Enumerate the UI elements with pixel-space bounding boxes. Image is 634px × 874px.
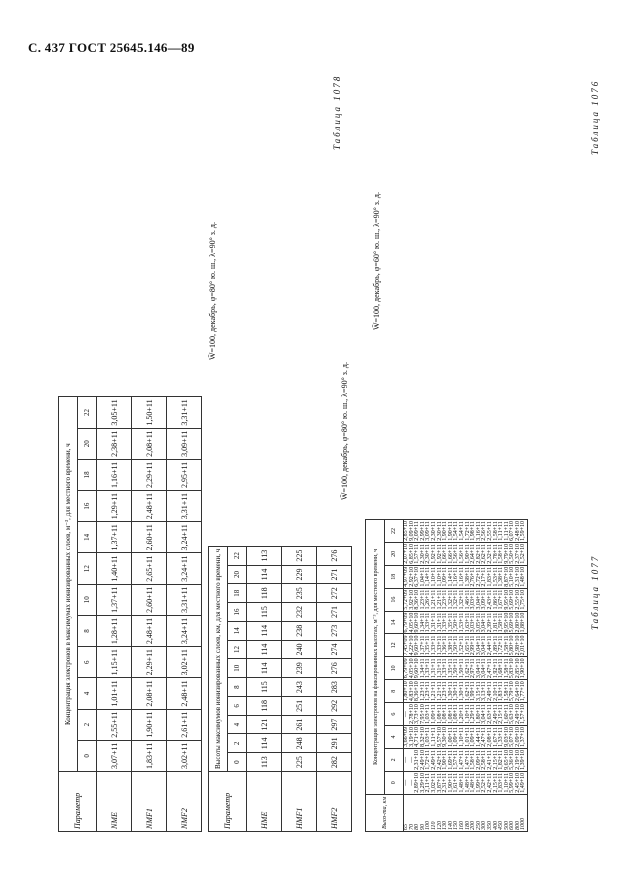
table-cell: 2,60+11 — [132, 584, 167, 615]
table-cell: 121 — [247, 715, 282, 734]
table-cell: 2,29+11 — [132, 459, 167, 490]
table-cell: 114 — [247, 659, 282, 678]
hour-header: 20 — [385, 542, 404, 565]
table-1076-subtitle: Концентрация электронов в максимумах ионизированных слоев, м⁻³, для местного времени, ч — [59, 397, 78, 772]
table-cell: 2,60+11 — [132, 522, 167, 553]
table-cell: 114 — [247, 640, 282, 659]
hour-header: 6 — [385, 703, 404, 726]
hours-row — [385, 520, 404, 832]
table-cell: 6,79+09 4,05+10 9,60+10 1,34+11 1,33+11 1,31+11 1,31+11 1,33+11 1,35+11 1,50+11 1,53+11 1,63+11 3,03+11 3,05+11 3,04+11 2,39+11 1,81+11 1,58+11 9,95+10 5,69+10 2,80+10 1,88+10 — [403, 612, 527, 633]
table-cell: 115 — [247, 678, 282, 697]
table-cell: 3,09+11 — [167, 428, 202, 459]
table-1078-rotated — [365, 519, 528, 832]
table-cell: 271 — [317, 603, 352, 622]
hour-header: 8 — [228, 678, 247, 697]
table-cell: 276 — [317, 659, 352, 678]
hour-header: 12 — [78, 553, 97, 584]
table-1076-note: W̄=100, декабрь, φ=60° ю. ш., λ=90° з. д. — [372, 191, 381, 330]
table-cell: 3,31+11 — [167, 397, 202, 428]
table-1078-note: W̄=100, декабрь, φ=80° ю. ш., λ=90° з. д. — [340, 361, 349, 500]
param-name: HMF2 — [317, 772, 352, 832]
table-cell: 114 — [247, 621, 282, 640]
hour-header: 18 — [385, 565, 404, 588]
page-header: С. 437 ГОСТ 25645.146—89 — [28, 40, 195, 55]
table-cell: 1,80+10 4,83+10 8,36+10 1,23+11 1,23+11 1,21+11 1,21+11 1,23+11 1,30+11 1,30+11 1,30+11 1,62+11 1,99+11 3,15+11 3,13+11 2,49+11 2,10+11 1,83+11 1,58+11 5,79+10 2,64+10 1,77+10 — [403, 681, 527, 702]
height-cell: 65 70 80 90 100 110 120 130 140 150 160 180 200 250 300 350 400 450 500 600 800 1000 — [404, 794, 528, 831]
table-cell: 2,48+11 — [132, 615, 167, 646]
table-cell: 261 — [282, 715, 317, 734]
param-name: HMF1 — [282, 772, 317, 832]
table-cell: 225 — [282, 753, 317, 772]
table-cell: 115 — [247, 603, 282, 622]
table-cell: 232 — [282, 603, 317, 622]
table-row — [317, 546, 352, 831]
table-row — [167, 397, 202, 832]
hour-header: 8 — [385, 680, 404, 703]
table-cell: — 2,78+10 3,73+10 7,95+10 1,03+11 1,09+11 1,08+11 1,08+11 1,08+11 1,08+11 1,20+11 1,10+11 1,29+11 1,80+11 3,04+11 2,63+11 2,49+11 2,15+11 1,60+11 5,63+10 2,49+10 1,57+10 — [403, 704, 527, 725]
table-cell: 1,15+11 — [97, 647, 132, 678]
hour-header: 16 — [385, 588, 404, 611]
table-cell: 248 — [282, 734, 317, 753]
hour-header: 2 — [228, 734, 247, 753]
height-header: Высо-та, км — [366, 794, 404, 831]
hour-header: 14 — [385, 611, 404, 634]
table-row — [247, 546, 282, 831]
table-cell: 276 — [317, 546, 352, 565]
hour-header: 2 — [78, 709, 97, 740]
table-cell: 1,83+11 — [132, 740, 167, 771]
table-cell: 292 — [317, 696, 352, 715]
table-cell: 274 — [317, 640, 352, 659]
table-cell: 239 — [282, 659, 317, 678]
table-cell: 2,95+11 — [167, 459, 202, 490]
table-row — [97, 397, 132, 832]
table-cell: 2,08+11 — [132, 428, 167, 459]
table-cell: 1,40+11 — [97, 553, 132, 584]
hour-header: 0 — [228, 753, 247, 772]
hour-header: 10 — [228, 659, 247, 678]
table-cell: 2,55+11 — [97, 709, 132, 740]
table-cell: 273 — [317, 621, 352, 640]
hour-header: 2 — [385, 748, 404, 771]
hour-header: 4 — [385, 726, 404, 749]
table-cell: 3,24+11 — [167, 522, 202, 553]
hour-header: 16 — [78, 491, 97, 522]
hour-header: 16 — [228, 603, 247, 622]
hour-header: 20 — [228, 565, 247, 584]
table-cell: 2,61+11 — [167, 709, 202, 740]
table-cell: 3,31+11 — [167, 584, 202, 615]
hour-header: 8 — [78, 615, 97, 646]
table-cell: 229 — [282, 565, 317, 584]
hour-header: 0 — [78, 740, 97, 771]
table-cell: 113 — [247, 753, 282, 772]
table-cell: 3,02+11 — [167, 647, 202, 678]
hour-header: 12 — [228, 640, 247, 659]
table-cell: 3,07+11 — [97, 740, 132, 771]
table-cell: 3,24+11 — [167, 615, 202, 646]
table-cell: 291 — [317, 734, 352, 753]
table-1077-note: W̄=100, декабрь, φ=80° ю. ш., λ=90° з. д. — [208, 221, 217, 360]
table-cell: 251 — [282, 696, 317, 715]
table-cell: 2,38+11 — [97, 428, 132, 459]
table-cell: 7,45+09 4,22+10 9,60+10 1,37+11 1,35+11 1,33+11 1,33+11 1,36+11 1,38+11 1,50+11 1,52+11 1,65+11 2,99+11 3,04+11 3,04+11 2,44+11 1,89+11 1,72+11 1,58+11 5,80+10 2,98+10 2,01+10 — [403, 635, 527, 656]
table-cell: 1,01+11 — [97, 678, 132, 709]
param-name: HME — [247, 772, 282, 832]
table-row — [404, 520, 528, 832]
table-cell: 118 — [247, 584, 282, 603]
table-cell: 3,31+11 — [167, 491, 202, 522]
hour-header: 22 — [385, 520, 404, 543]
table-cell: 114 — [247, 565, 282, 584]
hour-header: 4 — [228, 715, 247, 734]
table-cell: 2,08+11 — [132, 678, 167, 709]
hour-header: 22 — [78, 397, 97, 428]
param-name: NMF1 — [132, 772, 167, 832]
hour-header: 4 — [78, 678, 97, 709]
table-cell: 235 — [282, 584, 317, 603]
table-cell: 4,97+09 2,92+10 6,37+10 1,04+11 1,14+11 1,10+11 1,10+11 1,09+11 1,14+11 1,16+11 1,16+11 1,38+11 2,76+11 2,72+11 2,17+11 1,83+11 1,53+11 1,38+11 8,87+10 5,10+10 2,31+10 1,48+10 — [403, 566, 527, 587]
table-cell: 114 — [247, 734, 282, 753]
table-cell: 243 — [282, 678, 317, 697]
hours-row — [78, 397, 97, 832]
hour-header: 6 — [228, 696, 247, 715]
hour-header: 10 — [78, 584, 97, 615]
table-cell: 225 — [282, 546, 317, 565]
table-cell: 271 — [317, 565, 352, 584]
table-1076-caption: Таблица 1076 — [590, 79, 600, 155]
table-cell: 1,50+11 — [132, 397, 167, 428]
hour-header: 0 — [385, 771, 404, 794]
table-1077-caption: Таблица 1077 — [590, 554, 600, 630]
table-cell: 238 — [282, 621, 317, 640]
table-cell: 1,16+11 — [97, 459, 132, 490]
hour-header: 22 — [228, 546, 247, 565]
table-cell: 2,48+11 — [132, 491, 167, 522]
table-cell: 240 — [282, 640, 317, 659]
table-cell: 272 — [317, 584, 352, 603]
table-cell: 282 — [317, 753, 352, 772]
hour-header: 10 — [385, 657, 404, 680]
table-cell: 3,05+11 — [97, 397, 132, 428]
table-row — [282, 546, 317, 831]
hour-header: 18 — [78, 459, 97, 490]
table-cell: 1,29+11 — [97, 491, 132, 522]
table-1078 — [365, 519, 528, 832]
table-cell: 2,07+10 6,85+10 1,57+11 2,30+11 2,30+11 1,92+11 1,92+11 1,66+11 1,66+11 1,56+11 1,56+11 1,90+11 2,64+11 2,82+11 2,62+11 2,32+11 1,78+11 1,58+11 9,79+10 5,50+10 2,37+10 1,52+10 — [403, 543, 527, 564]
table-cell: 1,28+11 — [97, 615, 132, 646]
table-cell: 297 — [317, 715, 352, 734]
table-1078-subtitle: Концентрация электронов на фиксированных высотах, м⁻³, для местного времени, ч — [366, 520, 385, 795]
table-cell: 118 — [247, 696, 282, 715]
table-1076-rotated — [58, 396, 202, 832]
table-cell: — — 2,89+10 3,29+10 2,11+11 3,02+11 3,87+11 2,31+11 1,90+11 1,61+11 1,48+11 1,48+11 1,48+11 1,99+11 2,52+11 2,42+11 2,15+11 1,83+11 1,10+11 5,99+10 2,45+10 1,49+10 — [403, 772, 527, 793]
hour-header: 12 — [385, 634, 404, 657]
table-row — [132, 397, 167, 832]
table-1077 — [208, 546, 352, 832]
table-cell: 6,79+09 4,05+10 9,60+10 1,34+11 1,33+11 1,31+11 1,31+11 1,33+11 1,35+11 1,50+11 1,50+11 1,62+11 2,97+11 3,04+11 3,04+11 2,47+11 1,92+11 1,68+11 1,58+11 5,83+10 2,85+10 1,90+10 — [403, 658, 527, 679]
table-cell: — — 2,31+10 2,49+10 1,72+11 2,49+11 2,42+11 1,90+11 1,69+11 1,57+11 1,47+11 1,47+11 1,58+11 2,09+11 2,58+11 2,41+11 2,15+11 1,82+11 9,65+10 5,36+10 2,19+10 1,39+10 — [403, 749, 527, 770]
table-cell: 3,24+11 — [167, 553, 202, 584]
table-cell: 2,65+11 — [132, 553, 167, 584]
table-cell: 3,02+11 — [167, 740, 202, 771]
table-cell: 283 — [317, 678, 352, 697]
table-1078-caption: Таблица 1078 — [332, 74, 342, 150]
table-1077-subtitle: Высоты максимумов ионизированных слоев, км, для местного времени, ч — [209, 546, 228, 771]
table-cell: 113 — [247, 546, 282, 565]
param-name: NMF2 — [167, 772, 202, 832]
table-cell: 1,90+11 — [132, 709, 167, 740]
table-cell: 2,29+11 — [132, 647, 167, 678]
hour-header: 20 — [78, 428, 97, 459]
param-name: NME — [97, 772, 132, 832]
hour-header: 18 — [228, 584, 247, 603]
table-cell: 3,66+09 3,19+10 4,71+10 8,32+10 1,03+11 1,11+11 9,57+10 9,30+10 1,00+11 1,09+11 1,10+11 1,01+11 1,09+11 1,44+11 2,47+11 2,08+11 1,67+11 1,33+11 9,03+10 5,07+10 2,09+10 1,37+10 — [403, 727, 527, 747]
table-1077-rotated — [208, 546, 352, 832]
hour-header: 14 — [228, 621, 247, 640]
param-header: Параметр — [59, 772, 97, 832]
hour-header: 6 — [78, 647, 97, 678]
table-cell: 2,48+11 — [167, 678, 202, 709]
table-cell: 5,72+09 3,92+10 8,36+10 1,23+11 1,26+11 1,21+11 1,21+11 1,23+11 1,32+11 1,32+11 1,32+11 1,46+11 3,03+11 3,04+11 3,09+11 2,43+11 1,86+11 1,67+11 9,95+10 5,69+10 2,55+10 1,75+10 — [403, 589, 527, 610]
param-header: Параметр — [209, 772, 247, 832]
table-1076 — [58, 396, 202, 832]
hour-header: 14 — [78, 522, 97, 553]
table-cell: 2,85+10 9,09+10 2,09+11 2,99+11 3,09+11 2,30+11 2,30+11 1,90+11 1,90+11 1,54+11 1,54+11 1,72+11 1,98+11 3,16+11 2,56+11 2,55+11 1,58+11 1,11+11 1,11+11 6,07+10 2,48+10 1,59+10 — [403, 521, 527, 541]
table-cell: 1,37+11 — [97, 584, 132, 615]
table-cell: 1,37+11 — [97, 522, 132, 553]
